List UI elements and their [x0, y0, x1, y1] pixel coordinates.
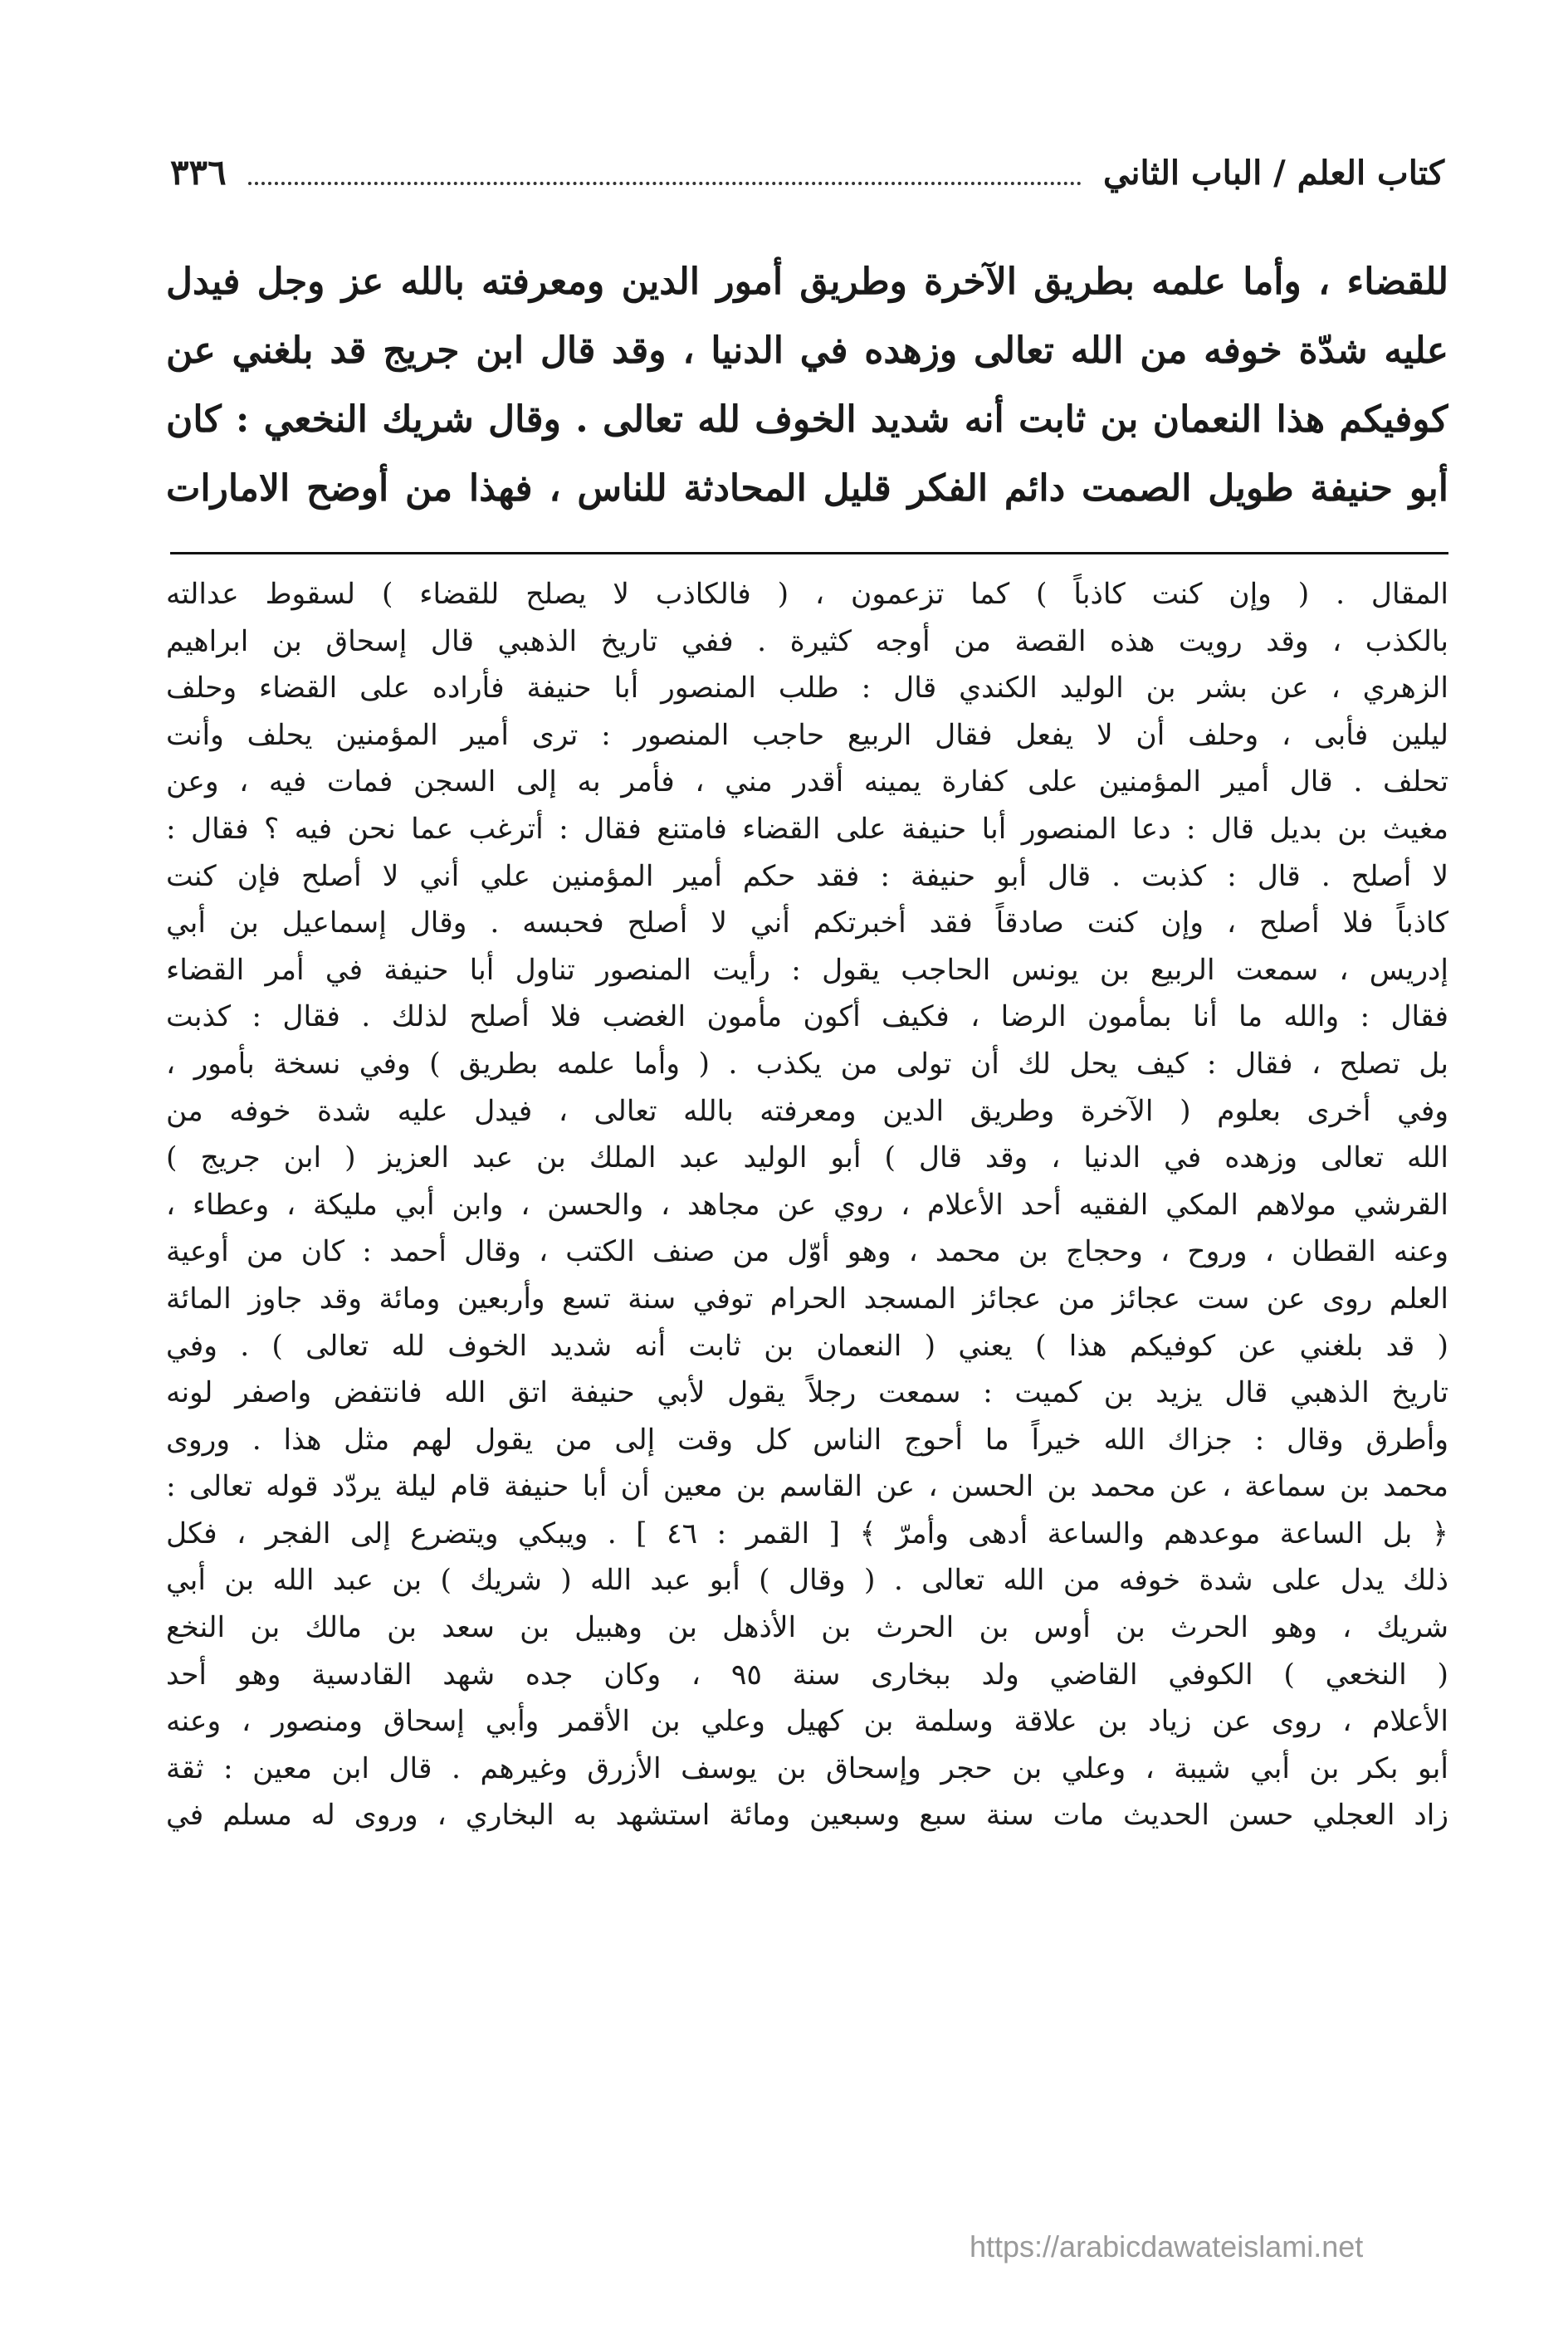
main-text-line: كوفيكم هذا النعمان بن ثابت أنه شديد الخوف لله تعالى . وقال شريك النخعي : كان — [166, 398, 1448, 441]
commentary-line: الله تعالى وزهده في الدنيا ، وقد قال ) أبو الوليد عبد الملك بن عبد العزيز ( ابن جريج ) — [166, 1141, 1448, 1175]
commentary-line: تاريخ الذهبي قال يزيد بن كميت : سمعت رجلاً يقول لأبي حنيفة اتق الله فانتفض واصفر لونه — [166, 1376, 1448, 1410]
commentary-line: ( قد بلغني عن كوفيكم هذا ) يعني ( النعمان بن ثابت أنه شديد الخوف لله تعالى ) . وفي — [166, 1329, 1448, 1363]
commentary-line: مغيث بن بديل قال : دعا المنصور أبا حنيفة على القضاء فامتنع فقال : أترغب عما نحن فيه ؟ فقال : — [166, 812, 1448, 846]
commentary-line: تحلف . قال أمير المؤمنين على كفارة يمينه أقدر مني ، فأمر به إلى السجن فمات فيه ، وعن — [166, 765, 1448, 799]
footnote-separator — [170, 552, 1448, 554]
commentary-line: وأطرق وقال : جزاك الله خيراً ما أحوج الناس كل وقت إلى من يقول لهم مثل هذا . وروى — [166, 1423, 1448, 1457]
commentary-line: محمد بن سماعة ، عن محمد بن الحسن ، عن القاسم بن معين أن أبا حنيفة قام ليلة يردّد قوله تعالى : — [166, 1470, 1448, 1504]
watermark-url: https://arabicdawateislami.net — [970, 2229, 1364, 2263]
header-dotted-leader — [248, 182, 1082, 185]
main-text-line: للقضاء ، وأما علمه بطريق الآخرة وطريق أمور الدين ومعرفته بالله عز وجل فيدل — [166, 261, 1448, 303]
commentary-line: شريك ، وهو الحرث بن أوس بن الحرث بن الأذهل بن وهبيل بن سعد بن مالك بن النخع — [166, 1611, 1448, 1645]
commentary-line: ﴿ بل الساعة موعدهم والساعة أدهى وأمرّ ﴾ [ القمر : ٤٦ ] . ويبكي ويتضرع إلى الفجر ، فكل — [166, 1516, 1448, 1550]
commentary-line: وفي أخرى بعلوم ( الآخرة وطريق الدين ومعرفته بالله تعالى ، فيدل عليه شدة خوفه من — [166, 1094, 1448, 1128]
commentary-line: ( النخعي ) الكوفي القاضي ولد ببخارى سنة ٩٥ ، وكان جده شهد القادسية وهو أحد — [166, 1658, 1448, 1692]
commentary-line: زاد العجلي حسن الحديث مات سنة سبع وسبعين ومائة استشهد به البخاري ، وروى له مسلم في — [166, 1799, 1448, 1833]
commentary-line: ليلين فأبى ، وحلف أن لا يفعل فقال الربيع حاجب المنصور : ترى أمير المؤمنين يحلف وأنت — [166, 718, 1448, 752]
commentary-line: لا أصلح . قال : كذبت . قال أبو حنيفة : فقد حكم أمير المؤمنين علي أني لا أصلح فإن كنت — [166, 859, 1448, 893]
main-text-line: عليه شدّة خوفه من الله تعالى وزهده في الدنيا ، وقد قال ابن جريج قد بلغني عن — [166, 330, 1448, 372]
commentary-line: فقال : والله ما أنا بمأمون الرضا ، فكيف أكون مأمون الغضب فلا أصلح لذلك . فقال : كذبت — [166, 1000, 1448, 1034]
commentary-line: المقال . ( وإن كنت كاذباً ) كما تزعمون ، ( فالكاذب لا يصلح للقضاء ) لسقوط عدالته — [166, 578, 1448, 611]
commentary-line: إدريس ، سمعت الربيع بن يونس الحاجب يقول : رأيت المنصور تناول أبا حنيفة في أمر القضاء — [166, 953, 1448, 987]
commentary-text — [166, 571, 1448, 1839]
commentary-line: القرشي مولاهم المكي الفقيه أحد الأعلام ، روي عن مجاهد ، والحسن ، وابن أبي مليكة ، وعطاء ، — [166, 1188, 1448, 1222]
commentary-line: كاذباً فلا أصلح ، وإن كنت صادقاً فقد أخبرتكم أني لا أصلح فحبسه . وقال إسماعيل بن أبي — [166, 906, 1448, 940]
commentary-line: الزهري ، عن بشر بن الوليد الكندي قال : طلب المنصور أبا حنيفة فأراده على القضاء وحلف — [166, 671, 1448, 706]
commentary-line: ذلك يدل على شدة خوفه من الله تعالى . ( وقال ) أبو عبد الله ( شريك ) بن عبد الله بن أبي — [166, 1564, 1448, 1598]
running-title: كتاب العلم / الباب الثاني — [1103, 154, 1444, 193]
main-text — [166, 247, 1448, 523]
commentary-line: أبو بكر بن أبي شيبة ، وعلي بن حجر وإسحاق بن يوسف الأزرق وغيرهم . قال ابن معين : ثقة — [166, 1751, 1448, 1785]
page-number: ٣٣٦ — [170, 152, 227, 193]
page-header — [170, 137, 1444, 195]
commentary-line: بل تصلح ، فقال : كيف يحل لك أن تولى من يكذب . ( وأما علمه بطريق ) وفي نسخة بأمور ، — [166, 1047, 1448, 1081]
commentary-line: الأعلام ، روى عن زياد بن علاقة وسلمة بن كهيل وعلي بن الأقمر وأبي إسحاق ومنصور ، وعنه — [166, 1705, 1448, 1739]
main-text-line: أبو حنيفة طويل الصمت دائم الفكر قليل المحادثة للناس ، فهذا من أوضح الامارات — [166, 467, 1448, 510]
commentary-line: العلم روى عن ست عجائز من عجائز المسجد الحرام توفي سنة تسع وأربعين ومائة وقد جاوز المائة — [166, 1282, 1448, 1316]
commentary-line: بالكذب ، وقد رويت هذه القصة من أوجه كثيرة . ففي تاريخ الذهبي قال إسحاق بن ابراهيم — [166, 624, 1448, 658]
commentary-line: وعنه القطان ، وروح ، وحجاج بن محمد ، وهو أوّل من صنف الكتب ، وقال أحمد : كان من أوعية — [166, 1235, 1448, 1269]
